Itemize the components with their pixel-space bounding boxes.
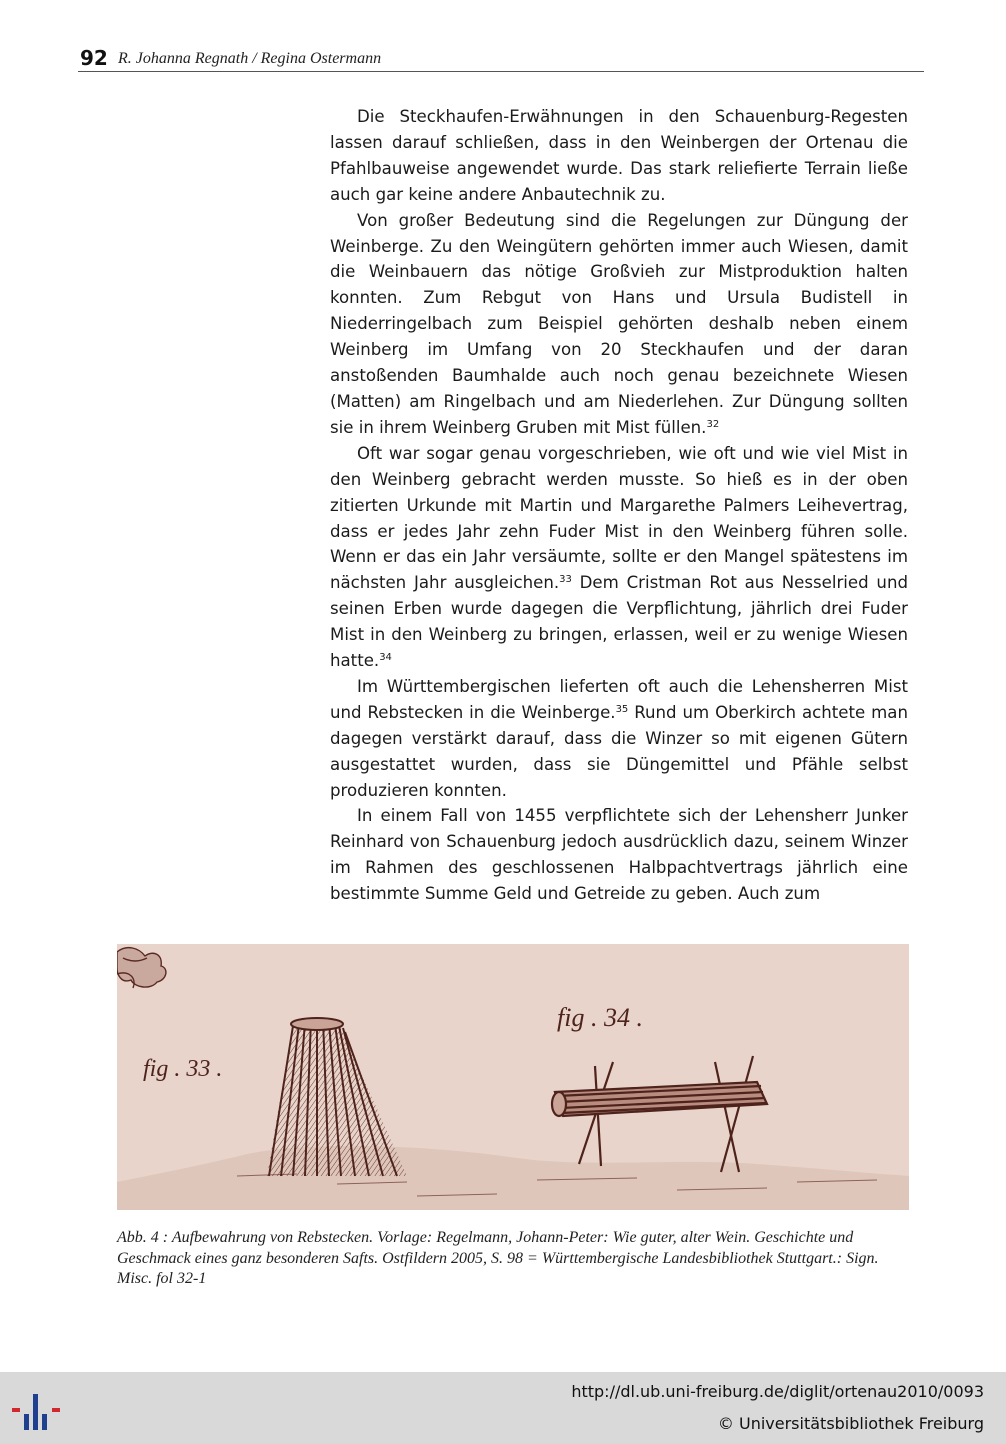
paragraph: Oft war sogar genau vorgeschrieben, wie oft und wie viel Mist in den Weinberg gebracht werden musste. So hieß es in der oben zitierten Urkunde mit Martin und Margarethe Palmers Leihevertrag, dass er jedes Jahr zehn Fuder Mist in den Weinberg führen solle. Wenn er das ein Jahr versäumte, sollte er den Mangel spätestens im nächsten Jahr ausgleichen.$^{33}$ Dem Cristman Rot aus Nesselried und seinen Erben wurde dagegen die Verpflichtung, jährlich drei Fuder Mist in den Weinberg zu bringen, erlassen, weil er zu wenige Wiesen hatte.$^{34}$ xyxy=(330,443,908,671)
engraving-illustration xyxy=(117,944,909,1210)
page-number: 92 xyxy=(80,46,108,70)
body-text xyxy=(330,104,908,907)
footnote-ref: 33 xyxy=(559,574,572,586)
header-rule xyxy=(78,71,924,72)
paragraph: Im Württembergischen lieferten oft auch die Lehensherren Mist und Rebstecken in die Weinberge.$^{35}$ Rund um Oberkirch achtete man dagegen verstärkt darauf, dass die Winzer so mit eigenen Gütern ausgestattet wurden, dass sie Düngemittel und Pfähle selbst produzieren konnten. xyxy=(330,676,908,800)
engraving-figure xyxy=(117,944,909,1210)
paragraph: Die Steckhaufen-Erwähnungen in den Schauenburg-Regesten lassen darauf schließen, dass in den Weinbergen der Ortenau die Pfahlbauweise angewendet wurde. Das stark reliefierte Terrain ließe auch gar keine andere Anbautechnik zu. xyxy=(330,107,908,204)
fig-33-label: fig . 33 . xyxy=(143,1056,223,1082)
figure-caption: Abb. 4 : Aufbewahrung von Rebstecken. Vorlage: Regelmann, Johann-Peter: Wie guter, alter Wein. Geschichte und Geschmack eines ganz besonderen Safts. Ostfildern 2005, S. 98 = Württembergische Landesbibliothek Stuttgart.: Sign. Misc. fol 32-1 xyxy=(117,1229,879,1287)
library-logo-icon xyxy=(12,1382,64,1434)
fig-34-label: fig . 34 . xyxy=(557,1003,643,1032)
footer-bar xyxy=(0,1372,1006,1444)
page-header xyxy=(80,46,940,72)
footnote-ref: 34 xyxy=(379,652,392,664)
footnote-ref: 32 xyxy=(706,418,720,430)
copyright-text: © Universitätsbibliothek Freiburg xyxy=(717,1414,984,1433)
paragraph: In einem Fall von 1455 verpflichtete sich der Lehensherr Junker Reinhard von Schauenburg jedoch ausdrücklich dazu, seinem Winzer im Rahmen des geschlossenen Halbpachtvertrags jährlich eine bestimmte Summe Geld und Getreide zu geben. Auch zum xyxy=(330,806,908,904)
footnote-ref: 35 xyxy=(615,703,629,715)
paragraph: Von großer Bedeutung sind die Regelungen zur Düngung der Weinberge. Zu den Weingütern gehörten immer auch Wiesen, damit die Weinbauern das nötige Großvieh zur Mistproduktion halten konnten. Zum Rebgut von Hans und Ursula Budistell in Niederringelbach zum Beispiel gehörten deshalb neben einem Weinberg im Umfang von 20 Steckhaufen und der daran anstoßenden Baumhalde auch noch genau bezeichnete Wiesen (Matten) am Ringelbach und am Niederlehen. Zur Düngung sollten sie in ihrem Weinberg Gruben mit Mist füllen.$^{32}$ xyxy=(330,210,908,437)
source-url-link[interactable]: http://dl.ub.uni-freiburg.de/diglit/ortenau2010/0093 xyxy=(571,1382,984,1401)
running-head-authors: R. Johanna Regnath / Regina Ostermann xyxy=(118,50,382,67)
